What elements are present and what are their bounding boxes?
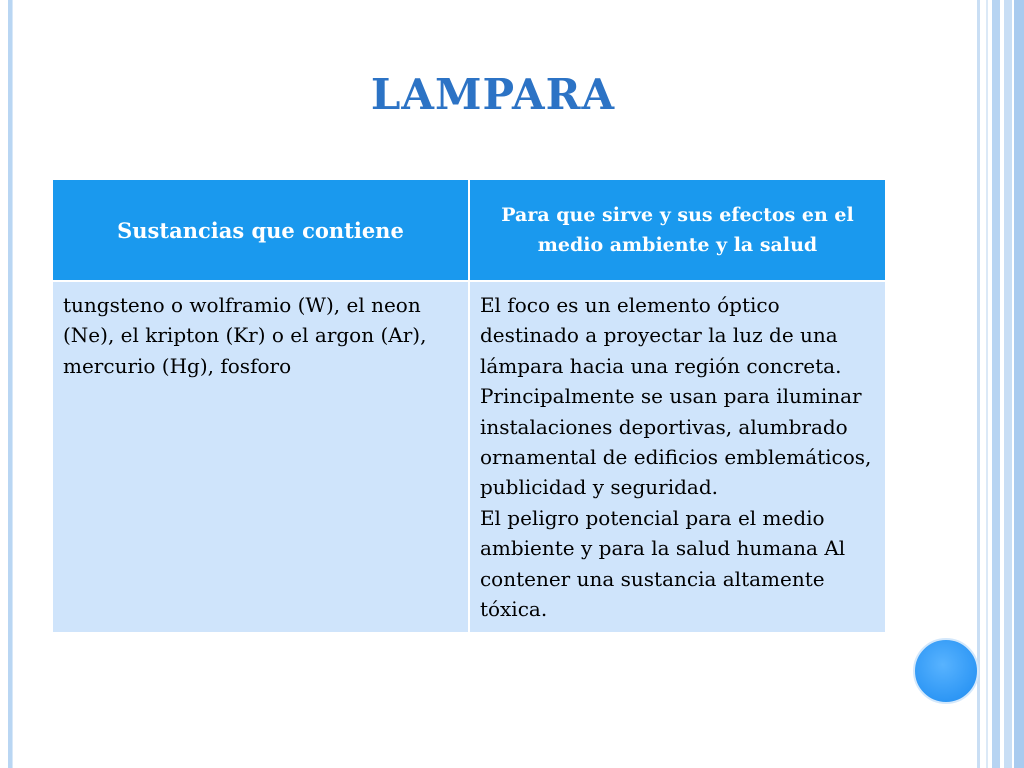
cell-efectos — [469, 281, 886, 633]
slide-title: LAMPARA — [370, 70, 616, 119]
table-row — [52, 281, 886, 633]
efectos-paragraph-2: El peligro potencial para el medio ambiente y para la salud humana Al contener una sustancia altamente tóxica. — [479, 505, 846, 622]
cell-sustancias: tungsteno o wolframio (W), el neon (Ne), el kripton (Kr) o el argon (Ar), mercurio (Hg), fosforo — [52, 281, 469, 633]
table-header-row — [52, 179, 886, 281]
header-para-que-sirve: Para que sirve y sus efectos en el medio ambiente y la salud — [469, 179, 886, 281]
efectos-paragraph-1: El foco es un elemento óptico destinado a proyectar la luz de una lámpara hacia una región concreta. Principalmente se usan para iluminar instalaciones deportivas, alumbrado ornamental de edificios emblemáticos, publicidad y seguridad. — [479, 293, 872, 500]
right-border-stripes — [986, 0, 1024, 768]
header-sustancias: Sustancias que contiene — [52, 179, 469, 281]
decorative-circle — [913, 638, 979, 704]
content-table — [51, 178, 887, 634]
